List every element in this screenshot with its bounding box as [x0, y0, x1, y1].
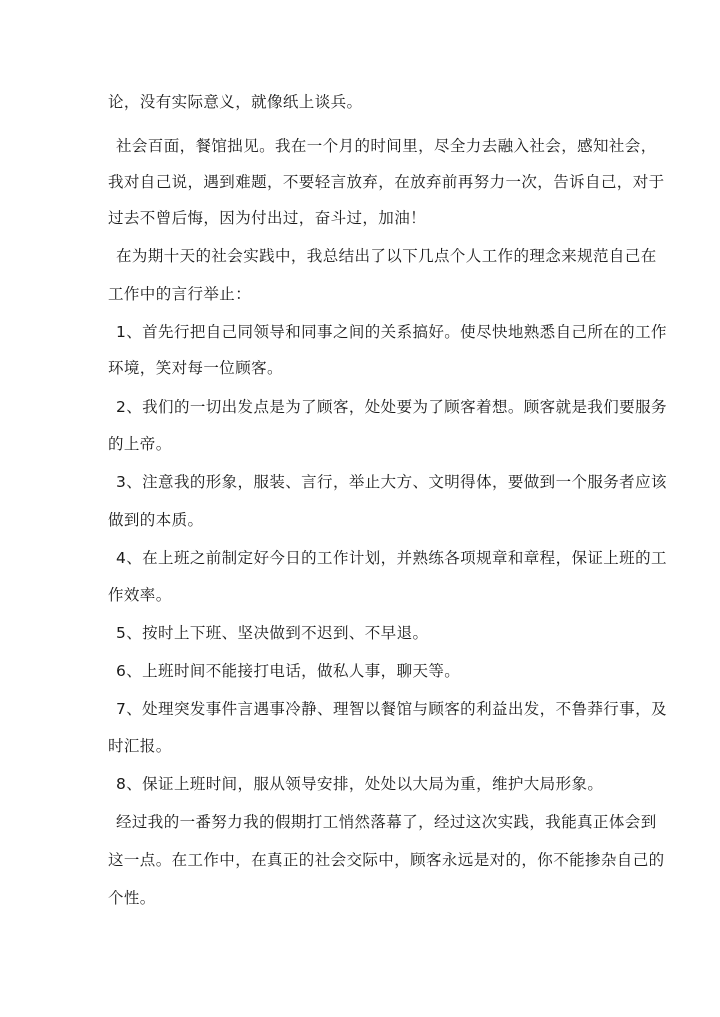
- text-line: 作效率。: [108, 586, 172, 604]
- text-line: 工作中的言行举止：: [108, 285, 252, 303]
- text-line: 我对自己说，遇到难题，不要轻言放弃，在放弃前再努力一次，告诉自己，对于: [108, 173, 665, 191]
- text-line: 8、保证上班时间，服从领导安排，处处以大局为重，维护大局形象。: [116, 775, 604, 793]
- text-line: 社会百面，餐馆拙见。我在一个月的时间里，尽全力去融入社会，感知社会，: [116, 137, 657, 155]
- text-line: 3、注意我的形象，服装、言行，举止大方、文明得体，要做到一个服务者应该: [116, 473, 667, 491]
- text-line: 做到的本质。: [108, 511, 204, 529]
- text-line: 时汇报。: [108, 737, 172, 755]
- text-line: 这一点。在工作中，在真正的社会交际中，顾客永远是对的，你不能掺杂自己的: [108, 851, 665, 869]
- text-line: 个性。: [108, 889, 156, 907]
- text-line: 环境，笑对每一位顾客。: [108, 359, 283, 377]
- text-line: 7、处理突发事件言遇事冷静、理智以餐馆与顾客的利益出发，不鲁莽行事，及: [116, 700, 667, 718]
- text-line: 1、首先行把自己同领导和同事之间的关系搞好。使尽快地熟悉自己所在的工作: [116, 323, 667, 341]
- text-line: 2、我们的一切出发点是为了顾客，处处要为了顾客着想。顾客就是我们要服务: [116, 398, 667, 416]
- text-line: 5、按时上下班、坚决做到不迟到、不早退。: [116, 624, 429, 642]
- text-line: 的上帝。: [108, 435, 172, 453]
- text-line: 4、在上班之前制定好今日的工作计划，并熟练各项规章和章程，保证上班的工: [116, 549, 667, 567]
- text-line: 过去不曾后悔，因为付出过，奋斗过，加油！: [108, 209, 427, 227]
- text-line: 6、上班时间不能接打电话，做私人事，聊天等。: [116, 662, 461, 680]
- text-line: 论，没有实际意义，就像纸上谈兵。: [108, 93, 363, 111]
- text-line: 在为期十天的社会实践中，我总结出了以下几点个人工作的理念来规范自己在: [116, 247, 657, 265]
- text-line: 经过我的一番努力我的假期打工悄然落幕了，经过这次实践，我能真正体会到: [116, 813, 657, 831]
